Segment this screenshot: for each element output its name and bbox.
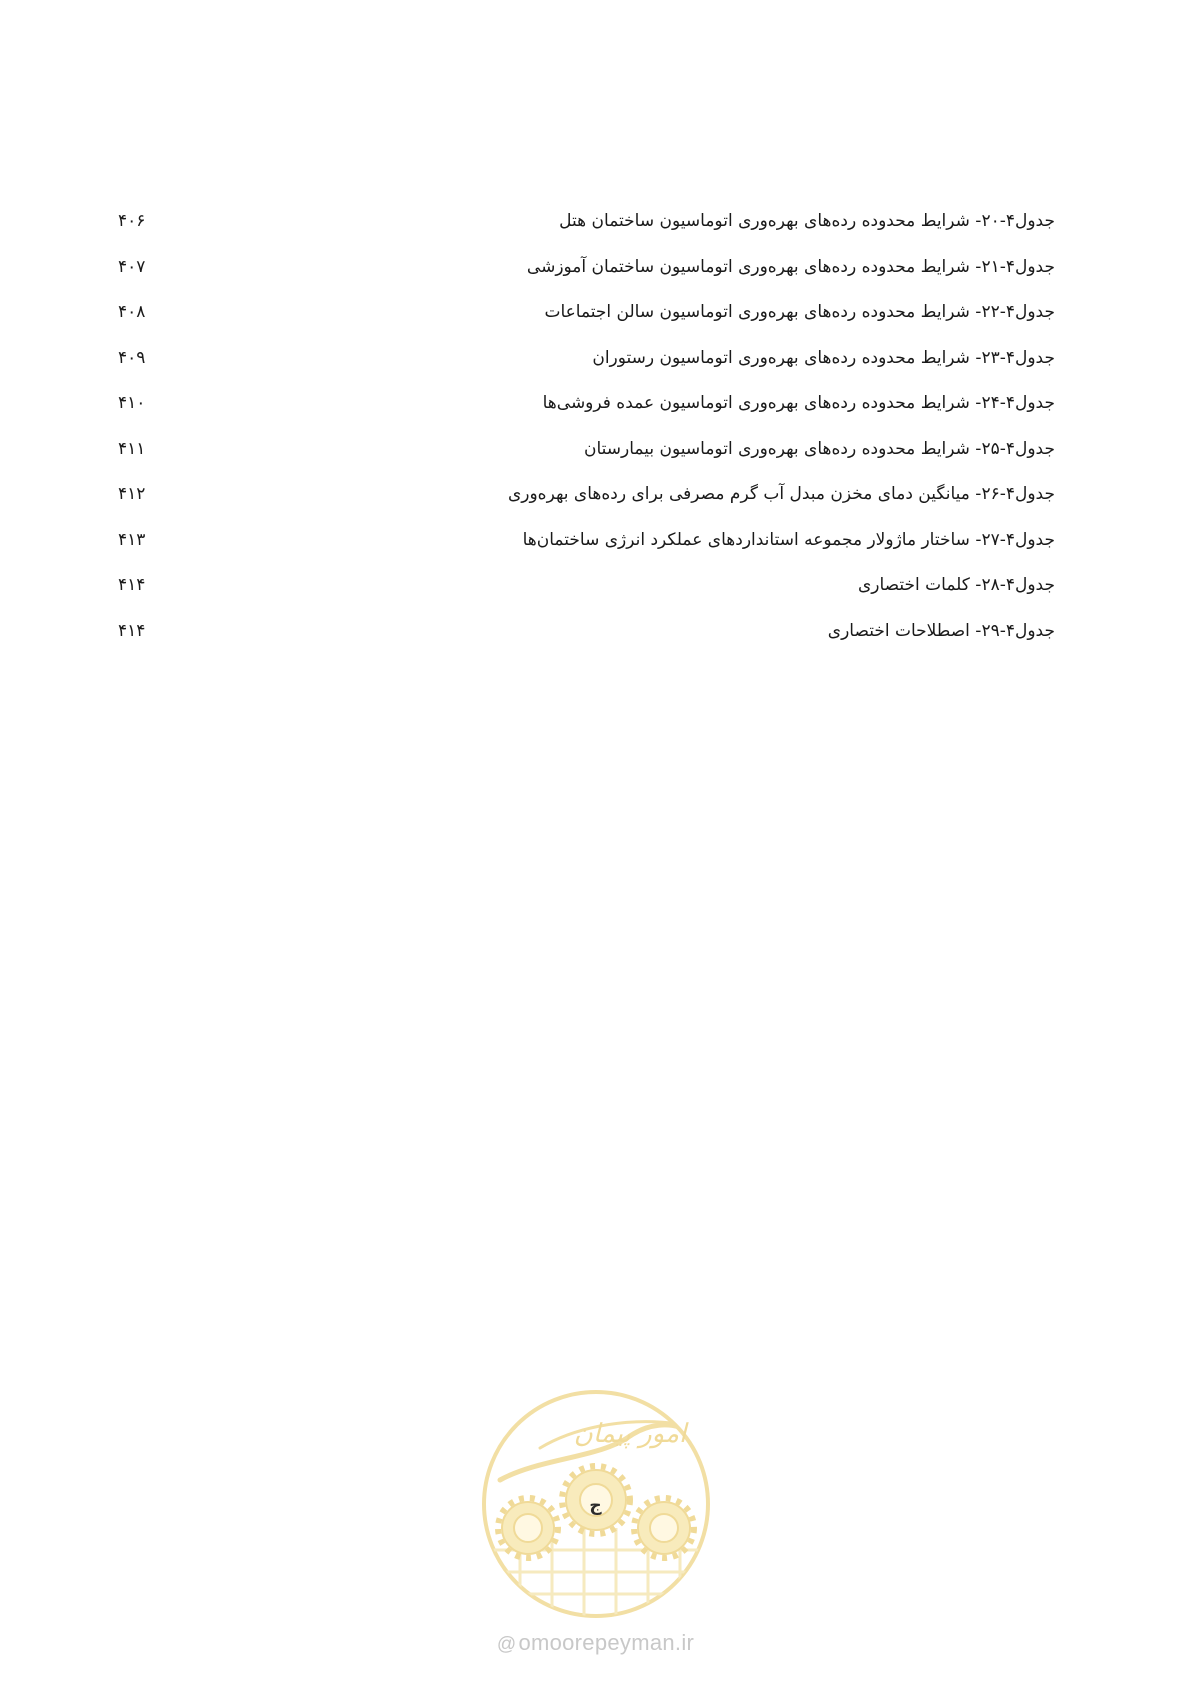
toc-entry-title: جدول۴-۲۸- کلمات اختصاری xyxy=(857,575,1055,595)
toc-entry-page-number: ۴۱۲ xyxy=(118,484,146,504)
toc-entry-page-number: ۴۰۸ xyxy=(118,302,146,322)
toc-entry-title: جدول۴-۲۴- شرایط محدوده رده‌های بهره‌وری اتوماسیون عمده فروشی‌ها xyxy=(542,393,1055,413)
toc-entry-title: جدول۴-۲۰- شرایط محدوده رده‌های بهره‌وری اتوماسیون ساختمان هتل xyxy=(559,211,1055,231)
toc-entry[interactable] xyxy=(118,437,1055,483)
toc-entry-page-number: ۴۰۹ xyxy=(118,347,146,368)
toc-entry[interactable] xyxy=(118,482,1055,528)
toc-entry-title: جدول۴-۲۵- شرایط محدوده رده‌های بهره‌وری اتوماسیون بیمارستان xyxy=(583,438,1055,459)
toc-entry-page-number: ۴۱۴ xyxy=(118,575,146,595)
toc-entry[interactable] xyxy=(118,528,1055,574)
toc-entry[interactable] xyxy=(118,300,1055,346)
toc-entry-page-number: ۴۱۱ xyxy=(118,438,146,459)
toc-entry-title: جدول۴-۲۹- اصطلاحات اختصاری xyxy=(827,620,1055,641)
toc-entry[interactable] xyxy=(118,619,1055,665)
toc-entry-page-number: ۴۰۷ xyxy=(118,256,146,277)
toc-entry-title: جدول۴-۲۶- میانگین دمای مخزن مبدل آب گرم مصرفی برای رده‌های بهره‌وری xyxy=(507,484,1055,504)
toc-entry[interactable] xyxy=(118,209,1055,255)
seal-script: امور پیمان xyxy=(573,1419,687,1449)
toc-entry-title: جدول۴-۲۷- ساختار ماژولار مجموعه استانداردهای عملکرد انرژی ساختمان‌ها xyxy=(522,529,1055,550)
toc-entry[interactable] xyxy=(118,573,1055,619)
toc-entry[interactable] xyxy=(118,255,1055,301)
watermark-site-label: omoorepeyman.ir xyxy=(518,1630,695,1655)
toc-entry-title: جدول۴-۲۲- شرایط محدوده رده‌های بهره‌وری اتوماسیون سالن اجتماعات xyxy=(544,302,1055,322)
toc-entry-title: جدول۴-۲۱- شرایط محدوده رده‌های بهره‌وری اتوماسیون ساختمان آموزشی xyxy=(526,256,1055,277)
toc-entry-title: جدول۴-۲۳- شرایط محدوده رده‌های بهره‌وری اتوماسیون رستوران xyxy=(592,347,1055,368)
toc-entry-page-number: ۴۱۳ xyxy=(118,529,146,550)
at-icon: @ xyxy=(496,1634,517,1655)
toc-entry[interactable] xyxy=(118,346,1055,392)
watermark-site xyxy=(0,1630,1191,1656)
toc-entry-page-number: ۴۰۶ xyxy=(118,211,146,231)
toc-entry-page-number: ۴۱۴ xyxy=(118,620,146,641)
toc-entry-page-number: ۴۱۰ xyxy=(118,393,146,413)
toc-entry[interactable] xyxy=(118,391,1055,437)
page-number: ج xyxy=(589,1496,602,1516)
table-of-contents-list xyxy=(118,209,1055,664)
